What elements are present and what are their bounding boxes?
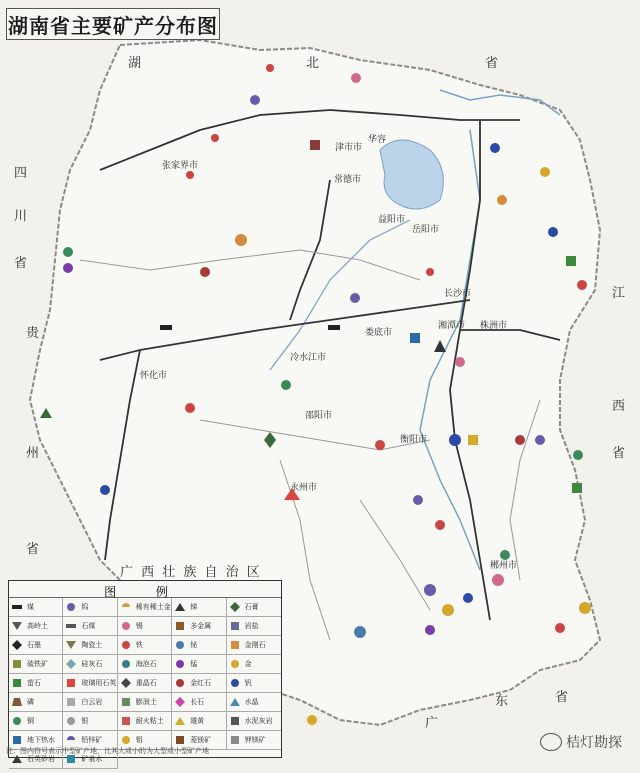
mineral-site [449,434,461,446]
border-label: 省 [14,256,28,271]
legend-item [227,731,281,750]
legend-label: 海泡石 [135,660,157,668]
mineral-site [266,64,274,72]
mineral-site [442,604,454,616]
legend-symbol-icon [229,659,241,669]
legend-item [9,617,63,636]
legend-item [118,712,172,731]
legend-label: 石墨 [27,641,41,649]
legend-label: 锡 [135,622,143,630]
legend-label: 铋 [190,641,198,649]
mineral-site [310,140,320,150]
legend-item [9,693,63,712]
legend-symbol-icon [120,697,132,707]
mineral-site [100,485,110,495]
legend-symbol-icon [174,678,186,688]
legend-item [227,598,281,617]
mineral-site [515,435,525,445]
legend-item [227,674,281,693]
legend-item [172,712,226,731]
mineral-site [328,325,340,330]
watermark-text: 桔灯勘探 [566,735,622,751]
mineral-site [468,435,478,445]
mineral-site [555,623,565,633]
city-label: 湘潭市 [438,321,466,331]
mineral-site [235,234,247,246]
legend-symbol-icon [229,621,241,631]
city-label: 津市市 [335,143,363,153]
legend-item [227,655,281,674]
mineral-site [63,247,73,257]
legend-label: 重晶石 [135,679,157,687]
city-label: 华容 [368,135,387,145]
border-label: 省 [26,542,40,557]
legend-label: 水晶 [244,698,259,706]
legend-label: 钒 [244,679,252,687]
legend-symbol-icon [65,697,77,707]
legend-item [9,674,63,693]
legend-symbol-icon [229,697,241,707]
legend-item [63,693,117,712]
city-label: 邵阳市 [305,411,333,421]
legend-item [227,617,281,636]
wechat-icon [540,733,562,751]
legend-symbol-icon [65,621,77,631]
legend-label: 银 [81,717,89,725]
legend-item [227,712,281,731]
mineral-site [572,483,582,493]
city-label: 冷水江市 [290,353,327,363]
legend-item [63,655,117,674]
mineral-site [540,167,550,177]
city-label: 张家界市 [162,161,199,171]
legend-symbol-icon [11,735,23,745]
mineral-site [455,357,465,367]
city-label: 怀化市 [140,371,168,381]
legend-label: 铁 [135,641,143,649]
legend-label: 耐火粘土 [135,717,164,725]
legend-item [118,674,172,693]
legend-note: 注：图内符号表示中型矿产地，比其大或小的为大型或小型矿产地 [6,747,209,755]
legend-label: 岩盐 [244,622,259,630]
mineral-site [463,593,473,603]
legend-symbol-icon [174,735,186,745]
mineral-site [160,325,172,330]
legend-item [118,655,172,674]
legend-symbol-icon [65,716,77,726]
mineral-site [413,495,423,505]
border-label: 省 [612,446,626,461]
mineral-site [492,574,504,586]
legend-symbol-icon [120,602,132,612]
legend-item [9,636,63,655]
legend-symbol-icon [11,659,23,669]
legend-label: 金红石 [190,679,212,687]
legend-symbol-icon [65,640,77,650]
legend-item [9,598,63,617]
border-label: 湖 [128,56,142,71]
legend-label: 磷 [27,698,34,706]
mineral-site [185,403,195,413]
legend-label: 硅灰石 [81,660,103,668]
mineral-site [186,171,194,179]
legend-label: 石膏 [244,603,259,611]
legend-label: 膨润土 [135,698,157,706]
legend-item [172,598,226,617]
legend-label: 硫铁矿 [27,660,48,668]
mineral-site [351,73,361,83]
legend-symbol-icon [174,716,186,726]
mineral-site [548,227,558,237]
legend-item [63,636,117,655]
border-label: 东 [495,694,509,709]
legend-symbol-icon [65,659,77,669]
mineral-site [250,95,260,105]
legend-symbol-icon [65,678,77,688]
mineral-site [579,602,591,614]
border-label: 广 [425,716,439,731]
legend-label: 稀有稀土金 [135,603,171,611]
legend-symbol-icon [229,735,241,745]
legend-symbol-icon [120,659,132,669]
legend-item [227,636,281,655]
mineral-site [424,584,436,596]
legend-symbol-icon [174,659,186,669]
city-label: 永州市 [290,483,318,493]
border-label: 广 西 壮 族 自 治 区 [120,565,262,580]
mineral-site [375,440,385,450]
border-label: 江 [612,286,626,301]
legend-label: 陶瓷土 [81,641,103,649]
legend-label: 长石 [190,698,205,706]
legend-title: 图 例 [9,581,281,598]
border-label: 北 [306,56,320,71]
legend-symbol-icon [11,602,23,612]
legend-symbol-icon [174,640,186,650]
city-label: 常德市 [334,175,362,185]
legend-label: 白云岩 [81,698,103,706]
legend-label: 石英砂岩 [27,755,55,763]
legend-label: 金 [244,660,252,668]
legend-symbol-icon [11,716,23,726]
mineral-site [281,380,291,390]
legend-symbol-icon [11,640,23,650]
legend-symbol-icon [65,735,77,745]
legend-label: 锰 [190,660,198,668]
legend-symbol-icon [11,697,23,707]
legend-symbol-icon [229,602,241,612]
legend-symbol-icon [11,621,23,631]
legend-symbol-icon [11,678,23,688]
legend-label: 玻璃用石英 [81,679,117,687]
legend-item [63,598,117,617]
legend-item [118,693,172,712]
legend-symbol-icon [174,602,186,612]
legend-symbol-icon [120,735,132,745]
legend-label: 煤 [27,603,34,611]
legend-item [63,712,117,731]
mineral-site [350,293,360,303]
border-label: 西 [612,399,626,414]
mineral-site [354,626,366,638]
legend-grid [9,598,281,769]
mineral-site [535,435,545,445]
map-title-text: 湖南省主要矿产分布图 [8,13,218,38]
border-label: 川 [14,209,28,224]
legend-label: 铜 [27,717,34,725]
mineral-site [573,450,583,460]
legend-label: 水泥灰岩 [244,717,273,725]
legend-label: 地下热水 [27,736,55,744]
legend-item [172,655,226,674]
legend-symbol-icon [65,602,77,612]
legend-label: 石煤 [81,622,96,630]
mineral-site [425,625,435,635]
mineral-site [200,267,210,277]
city-label: 郴州市 [490,561,518,571]
legend-symbol-icon [174,697,186,707]
mineral-site [577,280,587,290]
city-label: 长沙市 [444,289,472,299]
watermark [540,732,622,752]
legend-item [63,674,117,693]
legend-label: 金刚石 [244,641,266,649]
legend-item [172,693,226,712]
mineral-site [490,143,500,153]
legend-item [172,636,226,655]
legend-symbol-icon [174,621,186,631]
mineral-site [410,333,420,343]
legend-item [118,598,172,617]
legend-item [63,617,117,636]
legend-label: 多金属 [190,622,212,630]
legend-symbol-icon [229,640,241,650]
legend-label: 铅锌矿 [81,736,103,744]
border-label: 四 [14,166,28,181]
mineral-site [566,256,576,266]
legend-symbol-icon [229,678,241,688]
border-label: 省 [485,56,499,71]
border-label: 省 [555,690,569,705]
legend-label: 钨 [81,603,89,611]
legend-symbol-icon [120,621,132,631]
legend-label: 锑 [190,603,198,611]
legend-item [9,655,63,674]
mineral-site [307,715,317,725]
legend-item [172,674,226,693]
city-label: 岳阳市 [412,225,440,235]
legend-item [9,712,63,731]
legend-item [118,617,172,636]
legend [8,580,282,763]
legend-label: 钾镁矿 [244,736,266,744]
legend-label: 雄黄 [190,717,205,725]
legend-symbol-icon [229,716,241,726]
mineral-site [63,263,73,273]
legend-item [227,693,281,712]
border-label: 贵 [26,326,40,341]
legend-symbol-icon [120,678,132,688]
legend-label: 萤石 [27,679,41,687]
border-label: 州 [26,446,40,461]
legend-item [172,617,226,636]
mineral-site [435,520,445,530]
city-label: 益阳市 [378,215,406,225]
legend-symbol-icon [120,716,132,726]
legend-label: 钼 [135,736,143,744]
city-label: 娄底市 [365,328,393,338]
map-title [6,8,220,40]
mineral-site [211,134,219,142]
city-label: 衡阳市 [400,435,428,445]
legend-label: 菱镁矿 [190,736,212,744]
legend-label: 矿泉水 [81,755,103,763]
city-label: 株洲市 [480,321,508,331]
mineral-site [426,268,434,276]
mineral-site [497,195,507,205]
legend-label: 高岭土 [27,622,48,630]
legend-item [118,636,172,655]
legend-symbol-icon [120,640,132,650]
